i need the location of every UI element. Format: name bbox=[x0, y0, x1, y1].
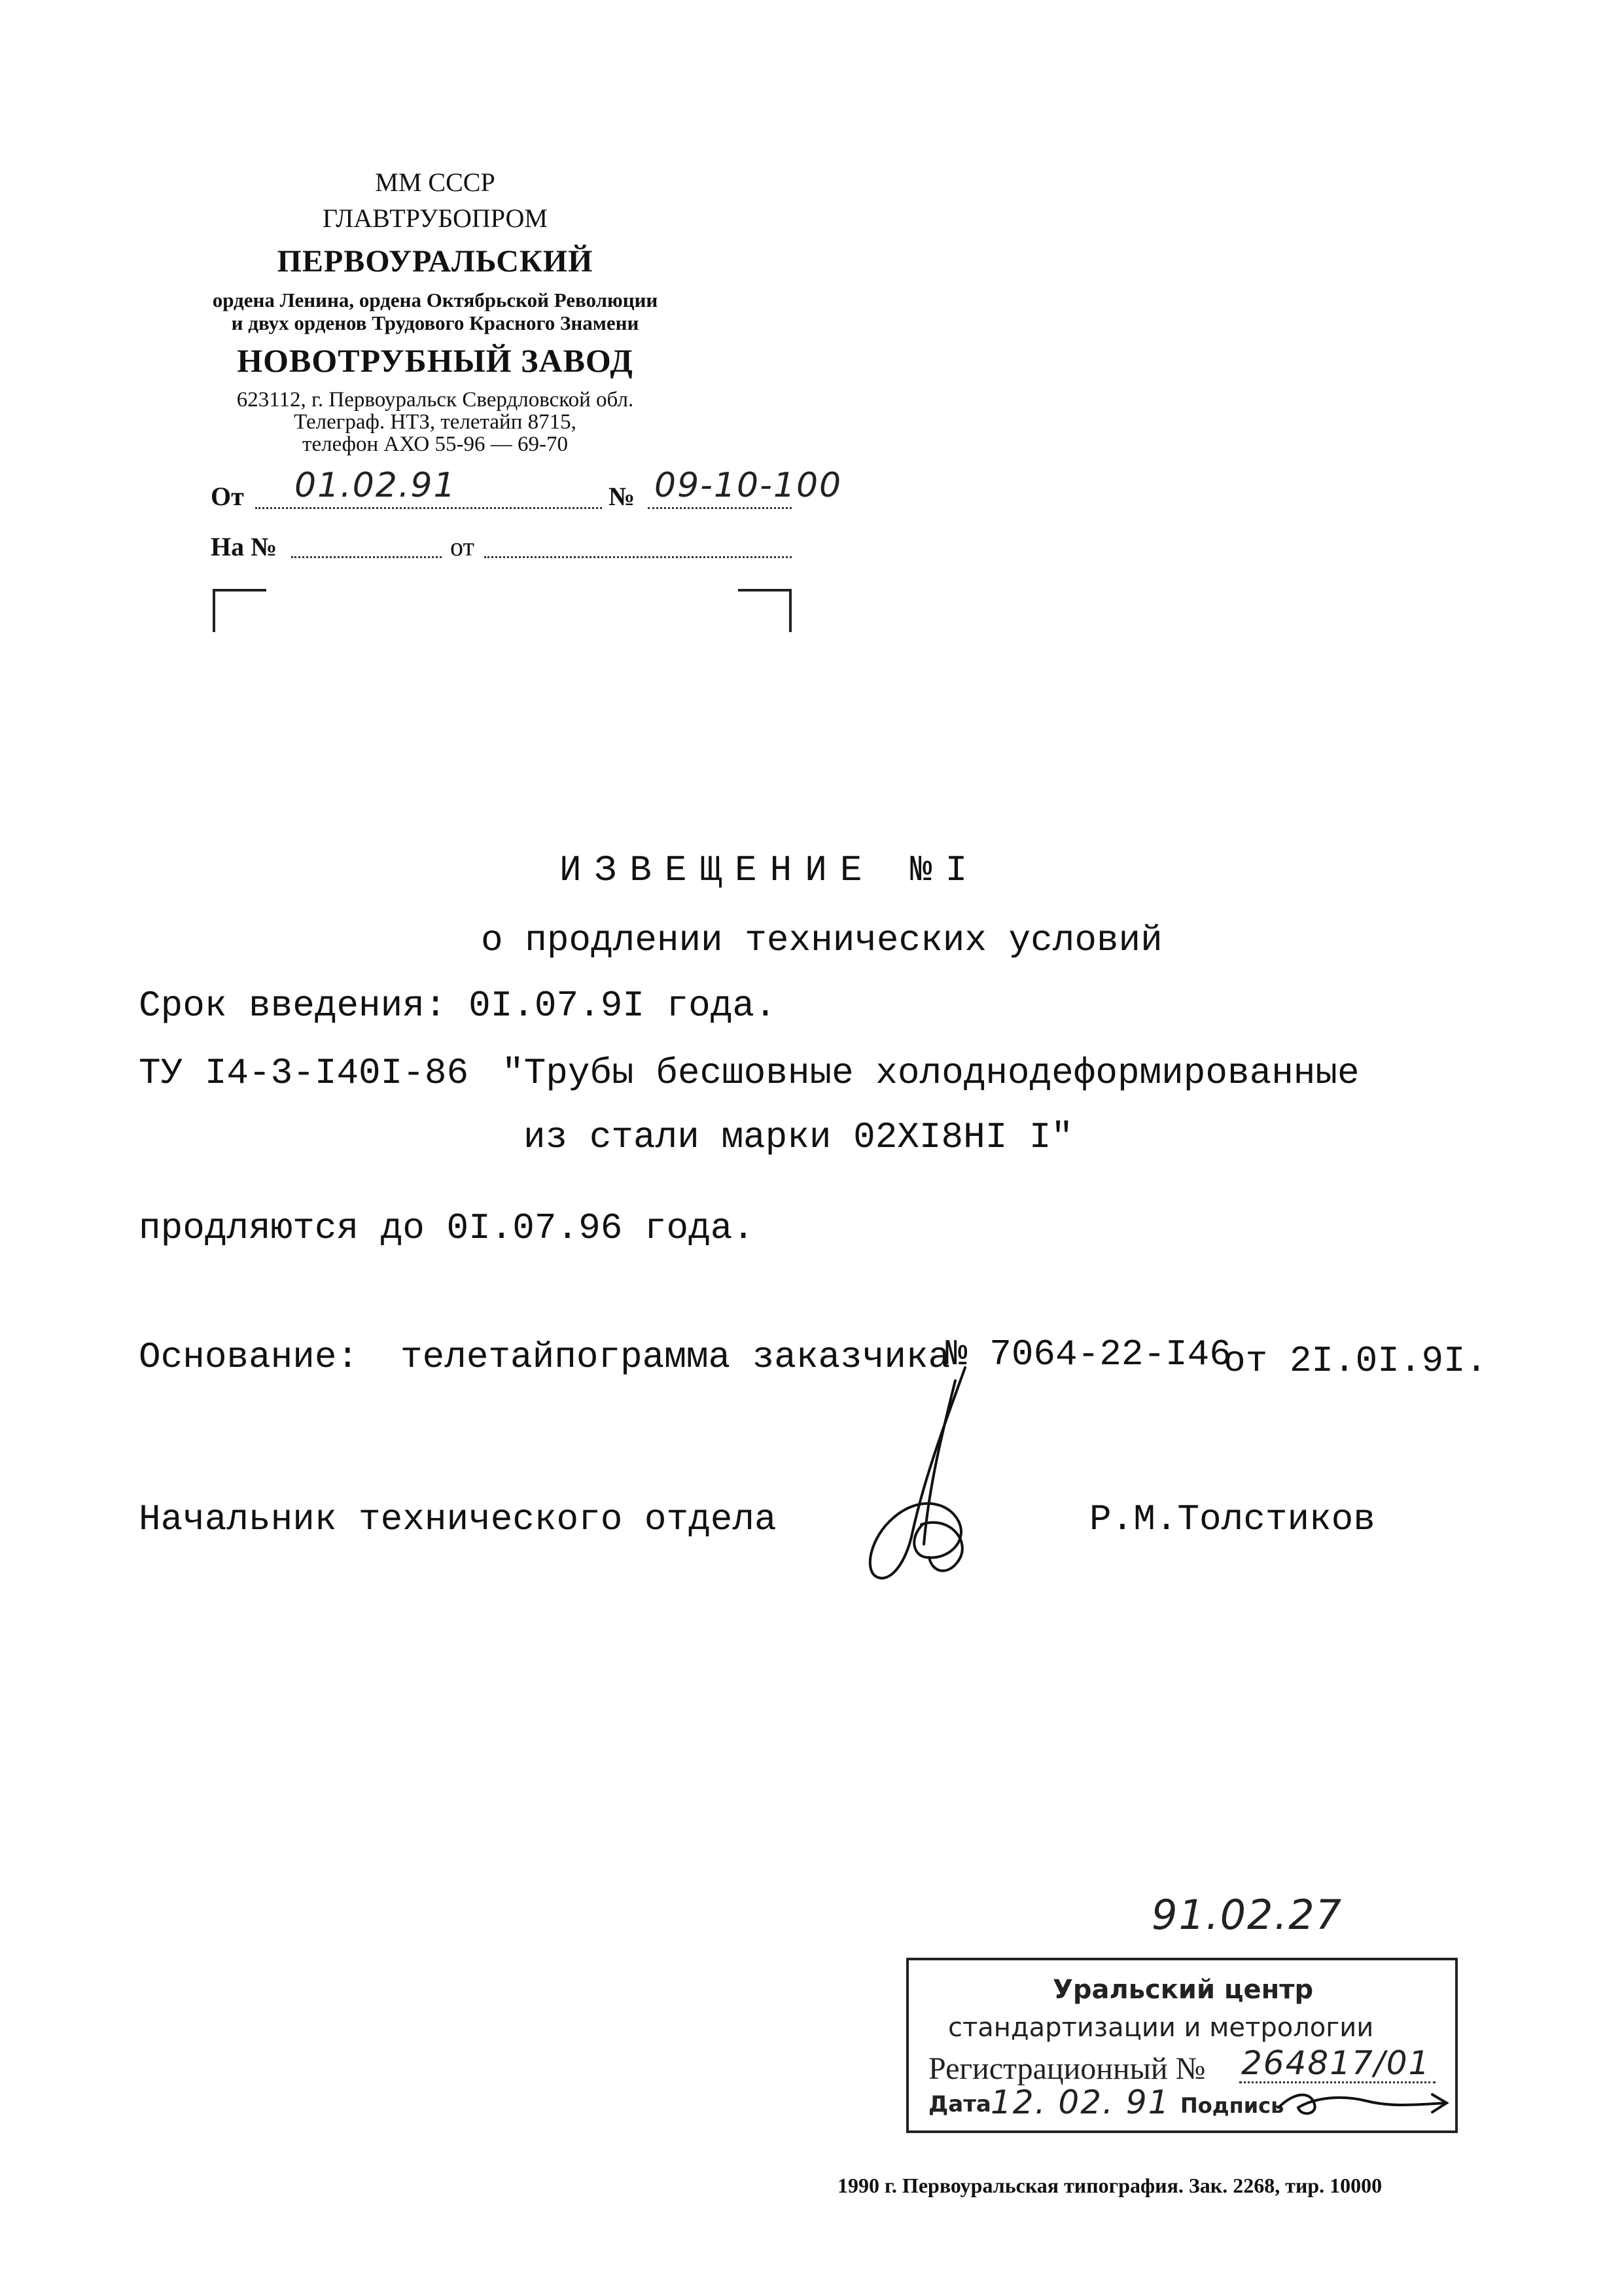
letterhead-ministry: ММ СССР bbox=[375, 168, 495, 197]
letterhead-orders-1: ордена Ленина, ордена Октябрьской Революции bbox=[212, 289, 658, 311]
stamp-center-name: Уральский центр bbox=[1053, 1975, 1314, 2005]
address-bracket-left bbox=[213, 589, 266, 632]
basis-date: от 2I.0I.9I. bbox=[1224, 1340, 1488, 1382]
tu-title-line2: из стали марки 02ХI8НI I" bbox=[523, 1116, 1074, 1158]
printer-note: 1990 г. Первоуральская типография. Зак. 2268, тир. 10000 bbox=[837, 2174, 1383, 2197]
letterhead-city: ПЕРВОУРАЛЬСКИЙ bbox=[277, 244, 593, 279]
letterhead-factory: НОВОТРУБНЫЙ ЗАВОД bbox=[237, 342, 633, 379]
notice-subtitle: о продлении технических условий bbox=[481, 919, 1163, 961]
letterhead-telegraph: Телеграф. НТЗ, телетайп 8715, bbox=[294, 410, 576, 434]
number-handwritten: 09-10-100 bbox=[654, 466, 843, 505]
reply-number-label: На № bbox=[211, 532, 277, 561]
effective-date: Срок введения: 0I.07.9I года. bbox=[139, 985, 777, 1027]
basis-number: № 7064-22-I46 bbox=[945, 1333, 1231, 1375]
reply-from-line bbox=[484, 556, 792, 558]
registration-stamp bbox=[906, 1958, 1458, 2133]
number-label: № bbox=[608, 482, 635, 511]
reply-number-line bbox=[291, 556, 442, 558]
address-bracket-right bbox=[738, 589, 792, 632]
extended-until: продляются до 0I.07.96 года. bbox=[139, 1207, 754, 1249]
signer-title: Начальник технического отдела bbox=[139, 1498, 777, 1540]
notice-title: ИЗВЕЩЕНИЕ №I bbox=[559, 849, 981, 891]
stamp-registration-number: 264817/01 bbox=[1241, 2044, 1431, 2082]
signer-name: Р.М.Толстиков bbox=[1089, 1498, 1375, 1540]
stamp-center-subtitle: стандартизации и метрологии bbox=[948, 2013, 1374, 2043]
from-date-line bbox=[255, 507, 602, 509]
tu-title-line1: "Трубы бесшовные холоднодеформированные bbox=[502, 1052, 1360, 1094]
reply-from-label: от bbox=[450, 532, 474, 561]
stamp-signature-label: Подпись bbox=[1180, 2093, 1284, 2118]
from-label: От bbox=[211, 482, 244, 511]
stamp-date-label: Дата bbox=[928, 2091, 991, 2117]
basis-label: Основание: bbox=[139, 1336, 359, 1378]
stamp-date-value: 12. 02. 91 bbox=[991, 2083, 1171, 2121]
letterhead-address: 623112, г. Первоуральск Свердловской обл. bbox=[236, 388, 634, 412]
stamp-registration-label: Регистрационный № bbox=[928, 2051, 1206, 2086]
letterhead-directorate: ГЛАВТРУБОПРОМ bbox=[323, 203, 548, 233]
number-line bbox=[648, 507, 792, 509]
letterhead-orders-2: и двух орденов Трудового Красного Знамени bbox=[231, 311, 639, 334]
basis-text: телетайпограмма заказчика bbox=[400, 1336, 951, 1378]
from-date-handwritten: 01.02.91 bbox=[294, 466, 457, 505]
tu-code: ТУ I4-3-I40I-86 bbox=[139, 1052, 469, 1094]
signature-image bbox=[851, 1361, 1008, 1597]
letterhead-phone: телефон АХО 55-96 — 69-70 bbox=[302, 433, 568, 456]
stamp-handwritten-date: 91.02.27 bbox=[1152, 1891, 1343, 1939]
stamp-signature-image bbox=[1275, 2078, 1452, 2124]
